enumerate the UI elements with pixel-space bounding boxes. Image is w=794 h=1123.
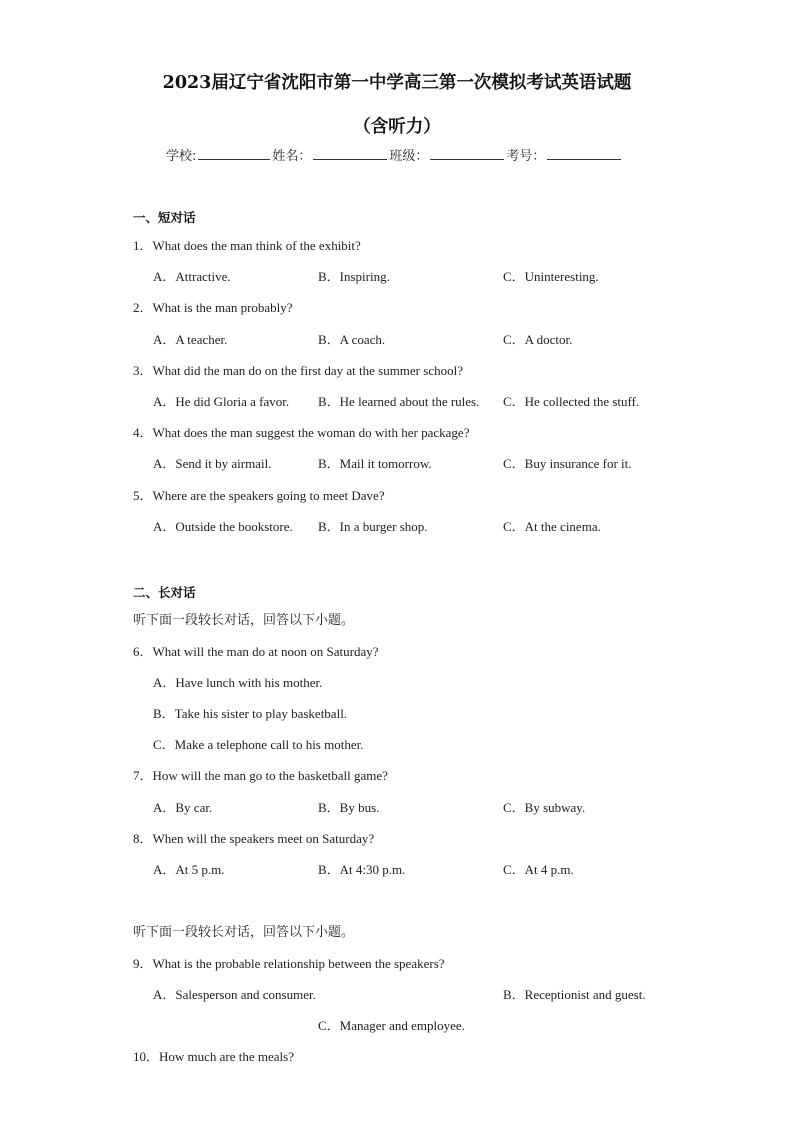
question-1: 1．What does the man think of the exhibit? [133, 238, 361, 253]
q1-option-a: A．Attractive. [153, 269, 231, 284]
name-blank[interactable] [313, 147, 387, 160]
q5-option-a: A．Outside the bookstore. [153, 519, 293, 534]
exam-title: 2023届辽宁省沈阳市第一中学高三第一次模拟考试英语试题 [162, 73, 632, 93]
class-blank[interactable] [430, 147, 504, 160]
q9-option-c: C．Manager and employee. [318, 1018, 465, 1033]
question-8: 8．When will the speakers meet on Saturday? [133, 831, 375, 846]
q8-option-a: A．At 5 p.m. [153, 862, 225, 877]
q4-option-b: B．Mail it tomorrow. [318, 456, 432, 471]
question-9: 9．What is the probable relationship between the speakers? [133, 956, 445, 971]
q1-option-b: B．Inspiring. [318, 269, 390, 284]
question-2: 2．What is the man probably? [133, 300, 293, 315]
q9-option-a: A．Salesperson and consumer. [153, 987, 316, 1002]
q6-option-b: B．Take his sister to play basketball. [153, 706, 348, 721]
question-5: 5．Where are the speakers going to meet Dave? [133, 488, 385, 503]
number-label: 考号： [506, 149, 546, 164]
q8-option-c: C．At 4 p.m. [503, 862, 574, 877]
q5-option-c: C．At the cinema. [503, 519, 601, 534]
q3-option-b: B．He learned about the rules. [318, 394, 480, 409]
q3-option-a: A．He did Gloria a favor. [153, 394, 290, 409]
q2-option-b: B．A coach. [318, 332, 386, 347]
number-blank[interactable] [547, 147, 621, 160]
q7-option-c: C．By subway. [503, 800, 586, 815]
section-heading-long: 二、长对话 [133, 585, 196, 600]
q4-option-c: C．Buy insurance for it. [503, 456, 632, 471]
student-info-line [166, 145, 623, 164]
q2-option-a: A．A teacher. [153, 332, 228, 347]
class-label: 班级： [389, 149, 429, 164]
section-intro-2: 听下面一段较长对话，回答以下小题。 [133, 925, 355, 940]
q8-option-b: B．At 4:30 p.m. [318, 862, 406, 877]
exam-subtitle: （含听力） [353, 117, 441, 137]
section-intro-1: 听下面一段较长对话，回答以下小题。 [133, 613, 355, 628]
q6-option-c: C．Make a telephone call to his mother. [153, 737, 364, 752]
school-label: 学校: [166, 149, 197, 164]
school-blank[interactable] [198, 147, 270, 160]
q6-option-a: A．Have lunch with his mother. [153, 675, 323, 690]
q4-option-a: A．Send it by airmail. [153, 456, 272, 471]
question-10: 10．How much are the meals? [133, 1049, 295, 1064]
name-label: 姓名： [272, 149, 312, 164]
section-heading-short: 一、短对话 [133, 210, 196, 225]
q7-option-b: B．By bus. [318, 800, 380, 815]
q7-option-a: A．By car. [153, 800, 213, 815]
question-7: 7．How will the man go to the basketball game? [133, 768, 388, 783]
question-3: 3．What did the man do on the first day at the summer school? [133, 363, 463, 378]
question-6: 6．What will the man do at noon on Saturday? [133, 644, 379, 659]
q2-option-c: C．A doctor. [503, 332, 573, 347]
q1-option-c: C．Uninteresting. [503, 269, 599, 284]
question-4: 4．What does the man suggest the woman do with her package? [133, 425, 470, 440]
q9-option-b: B．Receptionist and guest. [503, 987, 646, 1002]
q3-option-c: C．He collected the stuff. [503, 394, 640, 409]
q5-option-b: B．In a burger shop. [318, 519, 428, 534]
